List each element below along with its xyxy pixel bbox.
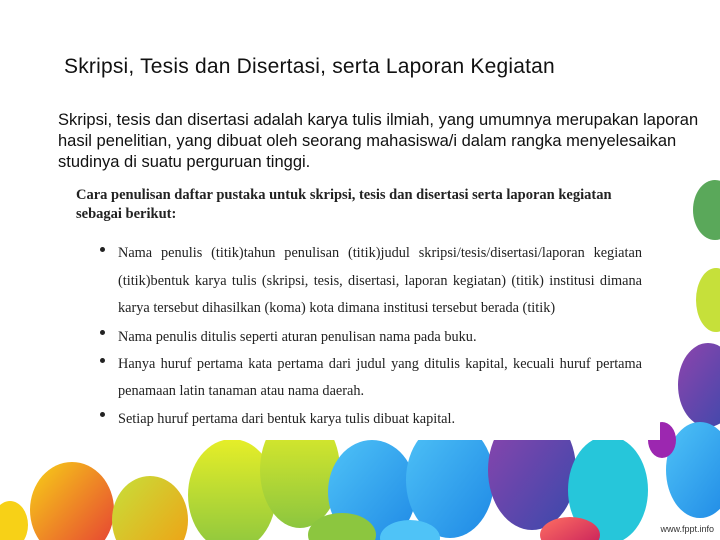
guidelines-list bbox=[60, 240, 660, 433]
deco-circle bbox=[30, 462, 114, 540]
list-item bbox=[60, 405, 660, 433]
deco-circle bbox=[678, 343, 720, 427]
deco-circle bbox=[696, 268, 720, 332]
list-item-text: Setiap huruf pertama dari bentuk karya tulis dibuat kapital. bbox=[118, 410, 456, 427]
guidelines-heading: Cara penulisan daftar pustaka untuk skripsi, tesis dan disertasi serta laporan kegiatan sebagai berikut: bbox=[76, 187, 612, 222]
slide-title: Skripsi, Tesis dan Disertasi, serta Laporan Kegiatan bbox=[64, 55, 555, 78]
list-item-text: Nama penulis ditulis seperti aturan penulisan nama pada buku. bbox=[118, 328, 477, 345]
list-item bbox=[60, 351, 660, 405]
deco-circle bbox=[0, 501, 28, 540]
bullet-icon bbox=[100, 412, 105, 417]
deco-circle bbox=[112, 476, 188, 540]
citation-guidelines-panel bbox=[60, 180, 660, 440]
list-item-text: Hanya huruf pertama kata pertama dari judul yang ditulis kapital, kecuali huruf pertama penamaan latin tanaman atau nama daerah. bbox=[118, 355, 642, 399]
bullet-icon bbox=[100, 358, 105, 363]
list-item bbox=[60, 323, 660, 351]
bullet-icon bbox=[100, 247, 105, 252]
deco-circle bbox=[693, 180, 720, 240]
bullet-icon bbox=[100, 330, 105, 335]
watermark-text: www.fppt.info bbox=[660, 524, 714, 534]
list-item-text: Nama penulis (titik)tahun penulisan (titik)judul skripsi/tesis/disertasi/laporan kegiatan (titik)bentuk karya tulis (skripsi, tesis, disertasi, laporan kegiatan) (titik) institusi dimana karya tersebut dihasilkan (koma) kota dimana institusi tersebut berada (titik) bbox=[118, 245, 642, 316]
intro-paragraph: Skripsi, tesis dan disertasi adalah karya tulis ilmiah, yang umumnya merupakan laporan hasil penelitian, yang dibuat oleh seorang mahasiswa/i dalam rangka menyelesaikan studinya di suatu perguruan tinggi. bbox=[58, 111, 699, 171]
list-item bbox=[60, 240, 660, 323]
